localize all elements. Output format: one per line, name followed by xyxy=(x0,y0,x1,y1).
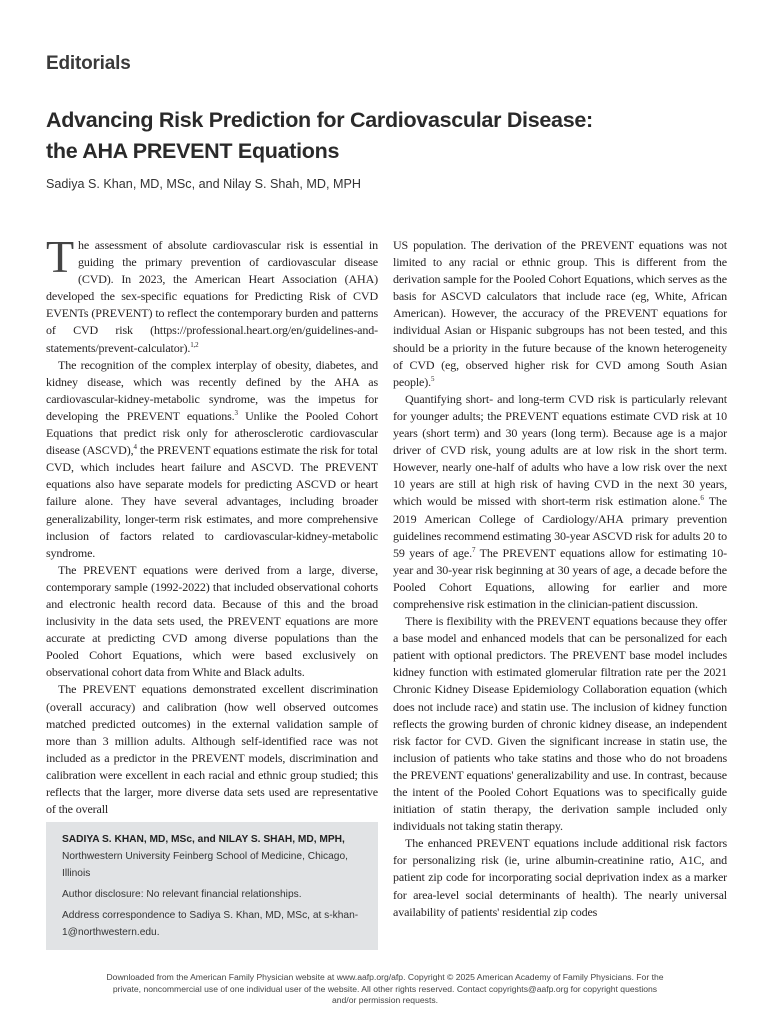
author-info-box xyxy=(46,822,378,950)
paragraph xyxy=(393,237,727,391)
paragraph: The PREVENT equations demonstrated excellent discrimination (overall accuracy) and calibration (how well observed outcomes matched predicted outcomes) in the external validation sample of more than 3 million adults. Although self-identified race was not included as a predictor in the PREVENT models, discrimination and calibration were excellent in each racial and ethnic group studied; this reflects that the larger, more diverse data sets used are representative of the overall xyxy=(46,682,378,817)
paragraph-text: Quantifying short- and long-term CVD risk is particularly relevant for younger adults; the PREVENT equations estimate CVD risk at 10 years (short term) and 30 years (long term). Because age is a major driver of CVD risk, young adults are at low risk in the short term. However, nearly one-half of adults who have a low risk over the next 10 years are still at high risk of having CVD in the next 30 years, which would be missed with short-term risk estimation alone. xyxy=(393,391,727,509)
author-names: SADIYA S. KHAN, MD, MSc, and NILAY S. SHAH, MD, MPH, xyxy=(62,834,345,845)
body-column-right xyxy=(393,237,727,921)
reference-superscript: 1,2 xyxy=(190,340,199,349)
paragraph-text: The 2019 American College of Cardiology/AHA primary prevention guidelines recommend estimating 30-year ASCVD risk for adults 20 to 59 years of age. xyxy=(393,494,727,560)
body-column-left xyxy=(46,231,378,818)
paragraph-text: The recognition of the complex interplay of obesity, diabetes, and kidney disease, which was recently defined by the AHA as cardiovascular-kidney-metabolic syndrome, was the impetus for developing the PREVENT equations. xyxy=(46,357,378,423)
section-label: Editorials xyxy=(46,53,131,74)
paragraph: There is flexibility with the PREVENT equations because they offer a base model and enhanced models that can be personalized for each patient with optional predictors. The PREVENT base model includes kidney function with estimated glomerular filtration rate per the 2021 Chronic Kidney Disease Epidemiology Collaboration equation (which does not include race) and statin use. The inclusion of kidney function reflects the growing burden of chronic kidney disease, an independent risk factor for CVD. Given the significant increase in statin use, the inclusion of patients who take statins and those who do not broadens the PREVENT equations' generalizability and use. In contrast, because the intent of the Pooled Cohort Equations was to specifically guide initiation of statin therapy, the derivation sample included only individuals not taking statin therapy. xyxy=(393,614,727,834)
article-title: Advancing Risk Prediction for Cardiovascular Disease: the AHA PREVENT Equations xyxy=(46,108,593,163)
paragraph-text: The PREVENT equations allow for estimating 10-year and 30-year risk beginning at 30 years of age, a decade before the Pooled Cohort Equations, allowing for earlier and more comprehensive risk estimation in the clinician-patient discussion. xyxy=(393,545,727,611)
affiliation-text: Northwestern University Feinberg School of Medicine, Chicago, Illinois xyxy=(62,851,348,879)
paragraph-text: Unlike the Pooled Cohort Equations that predict risk only for atherosclerotic cardiovascular disease (ASCVD), xyxy=(46,408,378,458)
reference-superscript: 7 xyxy=(471,545,476,554)
paragraph: The PREVENT equations were derived from a large, diverse, contemporary sample (1992-2022) that included observational cohorts and electronic health record data. Because of this and the broad inclusivity in the data sets used, the PREVENT equations are more accurate at predicting CVD among diverse populations than the Pooled Cohort Equations, which were based exclusively on observational cohort data from White and Black adults. xyxy=(46,562,378,680)
reference-superscript: 3 xyxy=(234,408,238,417)
paragraph xyxy=(46,231,378,357)
drop-cap: T xyxy=(46,231,74,282)
paragraph-text: he assessment of absolute cardiovascular risk is essential in guiding the primary prevention of cardiovascular disease (CVD). In 2023, the American Heart Association (AHA) developed the sex-specific equations for Predicting Risk of CVD EVENTs (PREVENT) to reflect the contemporary burden and patterns of CVD risk (https://professional.heart.org/en/guidelines-and-statements/prevent-calculator). xyxy=(46,238,378,355)
reference-superscript: 4 xyxy=(133,443,137,452)
author-affiliation xyxy=(62,831,366,882)
author-correspondence: Address correspondence to Sadiya S. Khan, MD, MSc, at s-khan-1@northwestern.edu. xyxy=(62,910,359,938)
paragraph-text: the PREVENT equations estimate the risk for total CVD, which includes heart failure and ASCVD. The PREVENT equations also have separate models for predicting ASCVD or heart failure alone. They have several advantages, including broader generalizability, longer-term risk estimates, and more comprehensive inclusion of factors related to cardiovascular-kidney-metabolic syndrome. xyxy=(46,443,378,560)
reference-superscript: 5 xyxy=(430,374,435,383)
article-authors: Sadiya S. Khan, MD, MSc, and Nilay S. Shah, MD, MPH xyxy=(46,177,361,191)
paragraph xyxy=(46,357,378,562)
copyright-footer: Downloaded from the American Family Physician website at www.aafp.org/afp. Copyright © 2025 American Academy of Family Physicians. For the private, noncommercial use of one individual user of the website. All other rights reserved. Contact copyrights@aafp.org for copyright questions and/or permission requests. xyxy=(106,972,664,1005)
paragraph: The enhanced PREVENT equations include additional risk factors for personalizing risk (ie, urine albumin-creatinine ratio, A1C, and patient zip code for incorporating social deprivation index as a marker for area-level social determinants of health). The nearly universal availability of patients' residential zip codes xyxy=(393,836,727,919)
reference-superscript: 6 xyxy=(700,494,704,503)
paragraph xyxy=(393,391,727,613)
paragraph-text: US population. The derivation of the PREVENT equations was not limited to any racial or ethnic group. This is different from the derivation sample for the Pooled Cohort Equations, which serves as the basis for ASCVD calculators that include race (eg, White, African American). However, the accuracy of the PREVENT equations for individual Asian or Hispanic subgroups has not been tested, and this should be a priority in the future because of the known heterogeneity of CVD (eg, observed higher risk for CVD among South Asian people). xyxy=(393,238,727,389)
author-disclosure: Author disclosure: No relevant financial relationships. xyxy=(62,889,302,900)
